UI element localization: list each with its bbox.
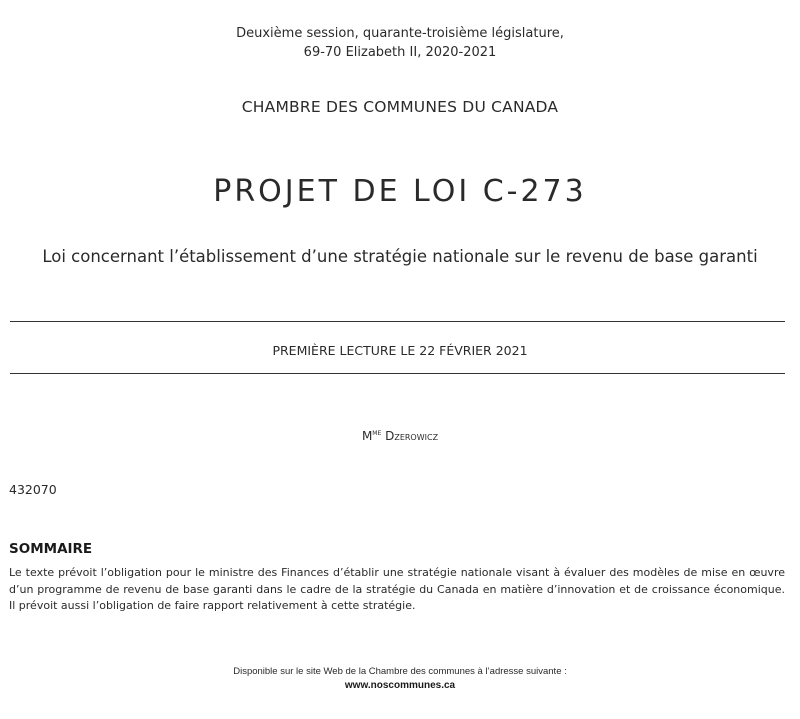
sponsor-prefix: M	[361, 429, 373, 443]
chamber-name: CHAMBRE DES COMMUNES DU CANADA	[241, 98, 559, 116]
footer-url-link[interactable]: www.noscommunes.ca	[344, 680, 456, 691]
top-divider	[10, 321, 785, 322]
bottom-divider	[10, 373, 785, 374]
summary-text: Le texte prévoit l’obligation pour le ministre des Finances d’établir une stratégie nationale visant à évaluer des modèles de mise en œuvre d’un programme de revenu de base garanti dans le cadre de la stratégie du Canada en matière d’innovation et de croissance économique. Il prévoit aussi l’obligation de faire rapport relativement à cette stratégie.	[9, 566, 785, 612]
bill-number: 432070	[9, 482, 57, 497]
session-line-2: 69-70 Elizabeth II, 2020-2021	[303, 45, 497, 60]
sponsor	[0, 428, 800, 443]
footer-availability: Disponible sur le site Web de la Chambre des communes à l’adresse suivante :	[233, 666, 567, 677]
first-reading-date: PREMIÈRE LECTURE LE 22 FÉVRIER 2021	[272, 343, 528, 358]
sponsor-name: Dzerowicz	[385, 429, 439, 443]
bill-subtitle: Loi concernant l’établissement d’une stratégie nationale sur le revenu de base garanti	[42, 247, 758, 266]
bill-title: PROJET DE LOI C-273	[213, 174, 587, 209]
summary-heading: SOMMAIRE	[9, 541, 93, 557]
session-line-1: Deuxième session, quarante-troisième législature,	[236, 26, 564, 41]
sponsor-title-suffix: me	[372, 428, 382, 437]
session-info	[0, 24, 800, 62]
